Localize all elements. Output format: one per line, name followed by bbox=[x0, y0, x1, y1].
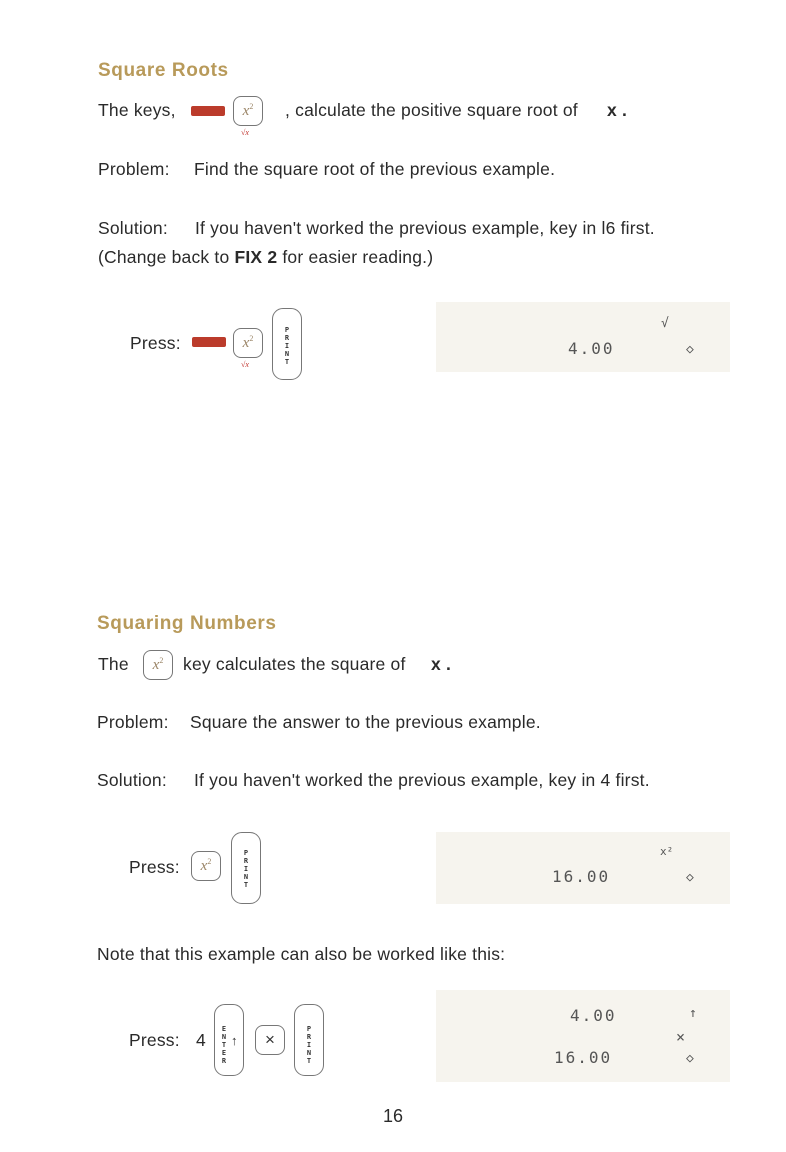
x-squared-key-label: $x^2$ bbox=[242, 102, 254, 119]
print-diamond-icon: ◇ bbox=[686, 342, 694, 357]
square-roots-problem-text: Find the square root of the previous example. bbox=[194, 159, 556, 179]
squaring-problem-label: Problem: bbox=[97, 712, 169, 732]
multiply-symbol: × bbox=[676, 1028, 686, 1046]
squaring-solution-text: If you haven't worked the previous example, key in 4 first. bbox=[194, 770, 650, 790]
print-key: P R I N T bbox=[231, 832, 261, 904]
print-key: P R I N T bbox=[272, 308, 302, 380]
note-text: Note that this example can also be worked like this: bbox=[97, 944, 506, 964]
fix-2-setting: FIX 2 bbox=[234, 247, 278, 267]
shift-key-icon bbox=[192, 337, 226, 347]
tape-value: 4.00 bbox=[568, 339, 615, 358]
x-squared-key: $x^2$ bbox=[233, 328, 263, 358]
x-squared-key: $x^2$ bbox=[191, 851, 221, 881]
x-squared-key: $x^2$ bbox=[143, 650, 173, 680]
page-number: 16 bbox=[382, 1106, 404, 1126]
print-diamond-icon: ◇ bbox=[686, 870, 694, 885]
sqrt-key-label: √x bbox=[241, 360, 249, 369]
square-roots-solution-label: Solution: bbox=[98, 218, 168, 238]
squaring-problem-text: Square the answer to the previous example. bbox=[190, 712, 541, 732]
square-roots-intro-var: x . bbox=[607, 100, 628, 120]
square-roots-solution-text: If you haven't worked the previous example, key in l6 first. bbox=[195, 218, 655, 238]
squaring-press-label: Press: bbox=[129, 857, 180, 877]
print-diamond-icon: ◇ bbox=[686, 1051, 694, 1066]
print-key: P R I N T bbox=[294, 1004, 324, 1076]
shift-key-icon bbox=[191, 106, 225, 116]
enter-arrow-icon: ↑ bbox=[231, 1033, 238, 1048]
square-roots-intro-prefix: The keys, bbox=[98, 100, 176, 120]
x-squared-key bbox=[233, 96, 263, 126]
x-squared-symbol: x² bbox=[660, 845, 674, 858]
section-heading-squaring-numbers: Squaring Numbers bbox=[97, 613, 277, 634]
square-roots-solution-line2: (Change back to FIX 2 for easier reading.) bbox=[98, 247, 434, 267]
tape-value: 16.00 bbox=[552, 867, 611, 886]
squaring-intro-prefix: The bbox=[98, 654, 129, 674]
enter-key: E N T E R ↑ bbox=[214, 1004, 244, 1076]
enter-arrow-symbol: ↑ bbox=[689, 1006, 697, 1021]
square-roots-problem-label: Problem: bbox=[98, 159, 170, 179]
alt-press-label: Press: bbox=[129, 1030, 180, 1050]
printer-tape bbox=[436, 302, 730, 372]
tape-value-2: 16.00 bbox=[554, 1048, 613, 1067]
tape-value-1: 4.00 bbox=[570, 1006, 617, 1025]
multiply-key: × bbox=[255, 1025, 285, 1055]
squaring-solution-label: Solution: bbox=[97, 770, 167, 790]
square-roots-intro-suffix: , calculate the positive square root of bbox=[285, 100, 578, 120]
sqrt-symbol: √ bbox=[661, 316, 669, 331]
digit-4-key: 4 bbox=[196, 1030, 206, 1050]
squaring-intro-suffix: key calculates the square of bbox=[183, 654, 406, 674]
printer-tape bbox=[436, 990, 730, 1082]
section-heading-square-roots: Square Roots bbox=[98, 60, 229, 81]
sqrt-key-label: √x bbox=[241, 128, 249, 137]
square-roots-press-label: Press: bbox=[130, 333, 181, 353]
printer-tape bbox=[436, 832, 730, 904]
squaring-intro-var: x . bbox=[431, 654, 452, 674]
